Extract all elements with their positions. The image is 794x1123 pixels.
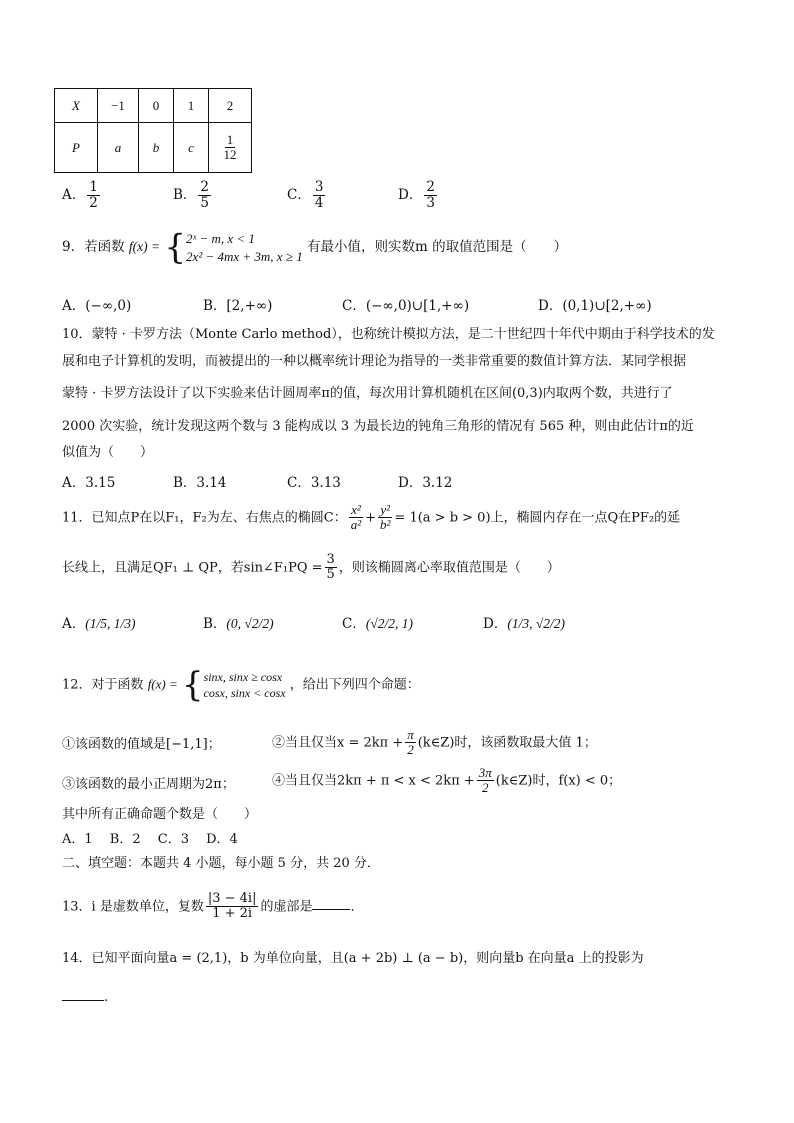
table-cell: X — [55, 89, 98, 123]
answer-blank — [312, 897, 350, 910]
q11-option-b: B．(0, √2/2) — [203, 616, 274, 632]
table-cell: 1 — [174, 89, 209, 123]
q11-option-a: A．(1/5, 1/3) — [62, 616, 136, 632]
question-14: 14．已知平面向量a = (2,1)，b 为单位向量，且(a + 2b) ⊥ (a − b)，则向量b 在向量a 上的投影为 — [62, 951, 644, 966]
table-cell: a — [98, 123, 139, 173]
table-cell: P — [55, 123, 98, 173]
q9-option-d: D．(0,1)∪[2,+∞) — [538, 298, 652, 314]
question-10-line: 10．蒙特 · 卡罗方法（Monte Carlo method），也称统计模拟方法，是二十世纪四十年代中期由于科学技术的发 — [62, 327, 715, 342]
q11-option-c: C．(√2/2, 1) — [342, 616, 413, 632]
question-12: 12．对于函数 f(x) = { sinx, sinx ≥ cosx cosx, sinx < cosx ，给出下列四个命题： — [62, 665, 420, 705]
q8-option-b: B． $\frac{2}{5}$ — [173, 179, 210, 211]
q11-option-d: D．(1/3, √2/2) — [483, 616, 565, 632]
table-cell: b — [139, 123, 174, 173]
question-13: 13．i 是虚数单位，复数 $\frac{|3 - 4i|}{1 + 2i}$ 的虚部是 ． — [62, 891, 364, 922]
q12-proposition-2: ②当且仅当x = 2kπ + $\frac{\pi}{2}$ (k∈Z)时，该函数取最大值 1； — [272, 727, 597, 758]
q10-option-a: A．3.15 — [62, 475, 116, 491]
section-heading: 二、填空题：本题共 4 小题，每小题 5 分，共 20 分． — [62, 856, 380, 871]
q10-option-b: B．3.14 — [173, 475, 227, 491]
table-cell: 2 — [209, 89, 252, 123]
question-9: 9．若函数 f(x) = { 2ˣ − m, x < 1 2x² − 4mx + 3m, x ≥ 1 有最小值，则实数m 的取值范围是（ ） — [62, 227, 568, 268]
table-cell: −1 — [98, 89, 139, 123]
q12-proposition-4: ④当且仅当2kπ + π < x < 2kπ + $\frac{3\pi}{2}$ (k∈Z)时，f(x) < 0； — [272, 765, 622, 796]
distribution-table — [54, 88, 252, 173]
question-10-line: 蒙特 · 卡罗方法设计了以下实验来估计圆周率π的值，每次用计算机随机在区间(0,3)内取两个数，共进行了 — [62, 386, 673, 401]
q9-option-a: A．(−∞,0) — [62, 298, 132, 314]
q12-proposition-1: ①该函数的值域是[−1,1]； — [62, 737, 221, 752]
q10-option-d: D．3.12 — [398, 475, 453, 491]
table-cell: 0 — [139, 89, 174, 123]
question-12-ask: 其中所有正确命题个数是（ ） — [62, 807, 258, 822]
q10-option-c: C．3.13 — [287, 475, 341, 491]
q8-option-c: C． $\frac{3}{4}$ — [287, 179, 324, 211]
question-12-options: A．1 B．2 C．3 D．4 — [62, 832, 238, 847]
question-11-line2: 长线上，且满足QF₁ ⊥ QP，若sin∠F₁PQ = $\frac{3}{5}$ ，则该椭圆离心率取值范围是（ ） — [62, 552, 560, 583]
question-10-line: 展和电子计算机的发明，而被提出的一种以概率统计理论为指导的一类非常重要的数值计算方法．某同学根据 — [62, 354, 687, 369]
q12-proposition-3: ③该函数的最小正周期为2π； — [62, 777, 235, 792]
q8-option-a: A． $\frac{1}{2}$ — [62, 179, 98, 211]
table-cell: $\frac{1}{12}$ — [209, 123, 252, 173]
question-14-blank: ． — [62, 985, 118, 1005]
question-10-line: 似值为（ ） — [62, 445, 154, 460]
q8-option-d: D． $\frac{2}{3}$ — [398, 179, 435, 211]
question-10-line: 2000 次实验，统计发现这两个数与 3 能构成以 3 为最长边的钝角三角形的情况有 565 种，则由此估计π的近 — [62, 419, 694, 434]
q9-option-c: C．(−∞,0)∪[1,+∞) — [342, 298, 470, 314]
table-cell: c — [174, 123, 209, 173]
question-11-line1: 11．已知点P在以F₁，F₂为左、右焦点的椭圆C： $\frac{\text{x²}}{\text{a²}}$ + $\frac{\text{y²}}{\text{b²}}$ = 1(a > b > 0)上，椭圆内存在一点Q在PF₂的延 — [62, 502, 681, 533]
q9-option-b: B．[2,+∞) — [203, 298, 273, 314]
